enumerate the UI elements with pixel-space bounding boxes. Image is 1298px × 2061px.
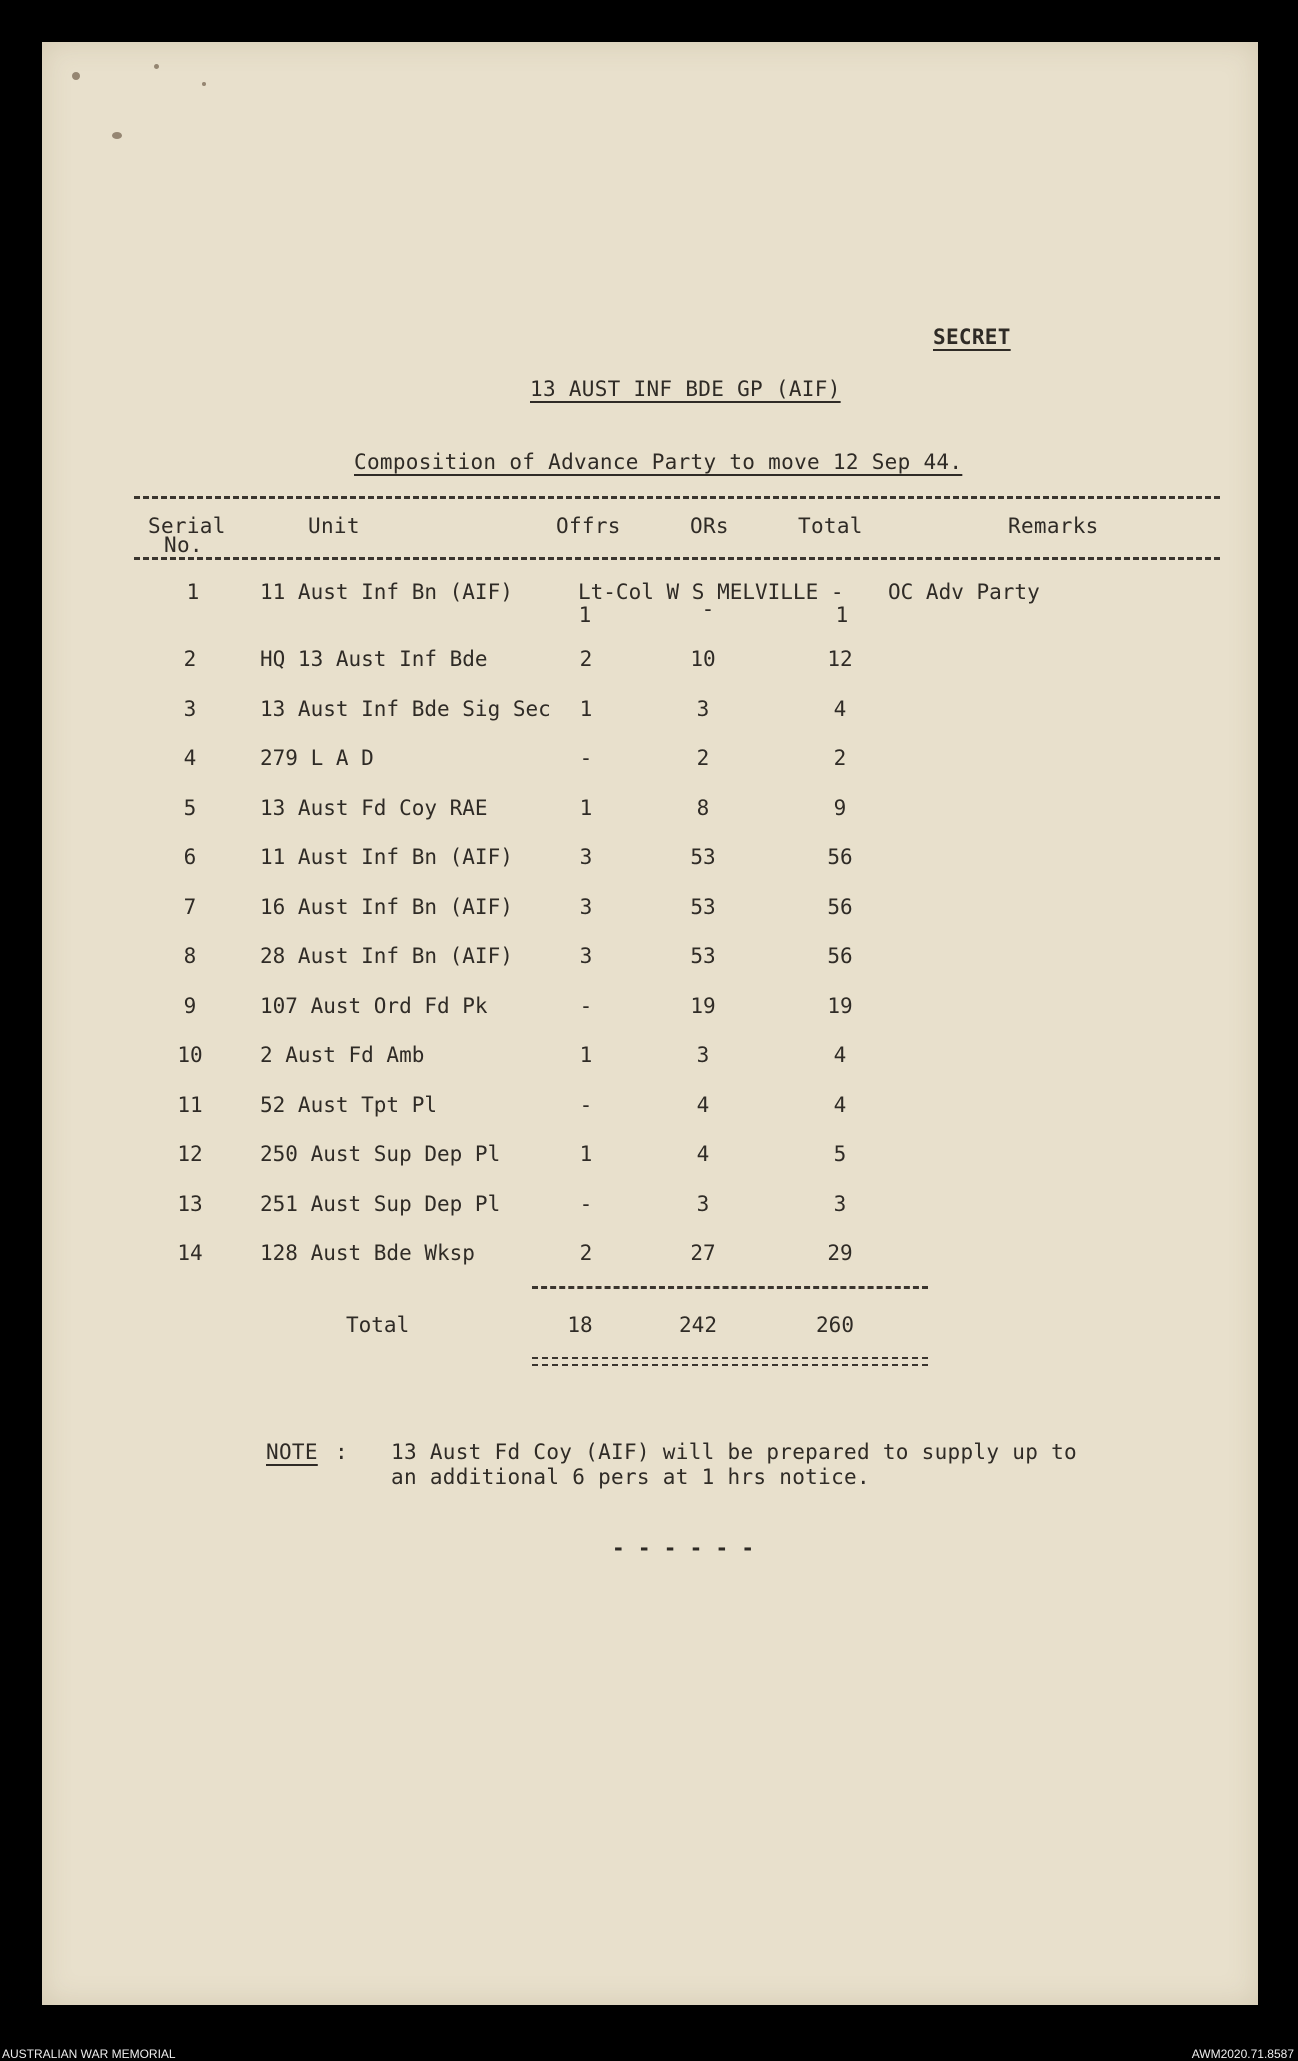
row-ors: 53	[690, 944, 716, 968]
table-row	[0, 994, 1298, 1024]
table-row	[0, 746, 1298, 776]
row-serial: 6	[183, 845, 197, 869]
totals-double-rule-top	[532, 1357, 928, 1359]
footer-archive-name: AUSTRALIAN WAR MEMORIAL	[2, 2047, 176, 2061]
table-row	[0, 845, 1298, 875]
row-ors: 8	[696, 796, 710, 820]
document-subtitle: Composition of Advance Party to move 12 Sep 44.	[354, 450, 963, 474]
row-total: 4	[833, 1093, 847, 1117]
row-unit: HQ 13 Aust Inf Bde	[260, 647, 488, 671]
row-unit: 279 L A D	[260, 746, 374, 770]
row-unit: 2 Aust Fd Amb	[260, 1043, 425, 1067]
row-ors: 53	[690, 895, 716, 919]
row-remarks: OC Adv Party	[888, 580, 1040, 604]
row-offrs: -	[579, 994, 593, 1018]
paper-stain	[72, 72, 80, 80]
table-row	[0, 647, 1298, 677]
table-row	[0, 697, 1298, 727]
row-total: 29	[827, 1241, 853, 1265]
row-unit: 28 Aust Inf Bn (AIF)	[260, 944, 513, 968]
table-row	[0, 1093, 1298, 1123]
table-row	[0, 1241, 1298, 1271]
unit-title: 13 AUST INF BDE GP (AIF)	[530, 377, 841, 401]
totals-double-rule-bottom	[532, 1364, 928, 1366]
column-offrs-header: Offrs	[556, 514, 621, 538]
row-offrs: 1	[579, 1142, 593, 1166]
row-total: 12	[827, 647, 853, 671]
row-unit: 11 Aust Inf Bn (AIF)	[260, 845, 513, 869]
row-total: 3	[833, 1192, 847, 1216]
totals-ors: 242	[679, 1313, 717, 1337]
row-serial: 13	[177, 1192, 203, 1216]
row-unit: 251 Aust Sup Dep Pl	[260, 1192, 501, 1216]
column-remarks-header: Remarks	[1008, 514, 1099, 538]
totals-rule	[532, 1286, 928, 1289]
row-unit: 52 Aust Tpt Pl	[260, 1093, 438, 1117]
table-row	[0, 796, 1298, 826]
row-unit: 13 Aust Inf Bde Sig Sec	[260, 697, 551, 721]
note-line-1: 13 Aust Fd Coy (AIF) will be prepared to supply up to	[391, 1440, 1077, 1464]
row-ors: 4	[696, 1142, 710, 1166]
row-offrs: 1	[579, 796, 593, 820]
paper-stain	[202, 82, 206, 86]
row-total: 9	[833, 796, 847, 820]
row-ors: 10	[690, 647, 716, 671]
row-serial: 1	[186, 580, 200, 604]
row-ors: 2	[696, 746, 710, 770]
row-offrs: 3	[579, 845, 593, 869]
column-total-header: Total	[798, 514, 863, 538]
row-offrs: 1	[579, 697, 593, 721]
totals-offrs: 18	[567, 1313, 593, 1337]
row-unit: 13 Aust Fd Coy RAE	[260, 796, 488, 820]
row-total: 56	[827, 895, 853, 919]
row-total: 2	[833, 746, 847, 770]
row-serial: 2	[183, 647, 197, 671]
row-ors: 53	[690, 845, 716, 869]
column-serial-header-line2: No.	[164, 533, 203, 557]
table-row	[0, 1142, 1298, 1172]
column-serial-header: Serial	[148, 514, 226, 538]
row-serial: 4	[183, 746, 197, 770]
row-commander-note: Lt-Col W S MELVILLE -	[578, 580, 844, 604]
table-row	[0, 1192, 1298, 1222]
row-ors: 27	[690, 1241, 716, 1265]
row-ors: 3	[696, 1043, 710, 1067]
table-row	[0, 1043, 1298, 1073]
footer-accession-number: AWM2020.71.8587	[1191, 2047, 1294, 2061]
row-offrs: -	[579, 1093, 593, 1117]
row-offrs: 3	[579, 895, 593, 919]
totals-label: Total	[346, 1313, 410, 1337]
paper-stain	[112, 132, 122, 139]
row-offrs: 2	[579, 647, 593, 671]
row-offrs: -	[579, 1192, 593, 1216]
row-offrs: 1	[579, 1043, 593, 1067]
row-total: 56	[827, 944, 853, 968]
row-offrs: 3	[579, 944, 593, 968]
column-ors-header: ORs	[690, 514, 729, 538]
row-serial: 12	[177, 1142, 203, 1166]
row-ors: -	[701, 597, 715, 621]
end-mark: - - - - - -	[612, 1536, 755, 1560]
row-unit: 107 Aust Ord Fd Pk	[260, 994, 488, 1018]
row-offrs: -	[579, 746, 593, 770]
row-ors: 3	[696, 1192, 710, 1216]
totals-total: 260	[816, 1313, 854, 1337]
table-top-rule	[134, 496, 1220, 499]
note-colon: :	[335, 1440, 348, 1464]
row-ors: 4	[696, 1093, 710, 1117]
row-total: 4	[833, 1043, 847, 1067]
table-row	[0, 944, 1298, 974]
row-serial: 7	[183, 895, 197, 919]
row-unit: 11 Aust Inf Bn (AIF)	[260, 580, 513, 604]
row-total: 5	[833, 1142, 847, 1166]
table-header-rule	[134, 557, 1220, 560]
row-total: 4	[833, 697, 847, 721]
row-offrs: 2	[579, 1241, 593, 1265]
paper-stain	[154, 64, 159, 69]
row-serial: 9	[183, 994, 197, 1018]
row-unit: 16 Aust Inf Bn (AIF)	[260, 895, 513, 919]
classification-marking: SECRET	[933, 325, 1011, 349]
row-serial: 11	[177, 1093, 203, 1117]
row-serial: 5	[183, 796, 197, 820]
row-ors: 3	[696, 697, 710, 721]
column-unit-header: Unit	[308, 514, 360, 538]
row-unit: 250 Aust Sup Dep Pl	[260, 1142, 501, 1166]
row-total: 56	[827, 845, 853, 869]
row-total: 19	[827, 994, 853, 1018]
row-ors: 19	[690, 994, 716, 1018]
row-serial: 3	[183, 697, 197, 721]
row-offrs: 1	[578, 603, 592, 627]
note-label: NOTE	[266, 1440, 318, 1464]
row-total: 1	[835, 603, 849, 627]
note-line-2: an additional 6 pers at 1 hrs notice.	[391, 1465, 870, 1489]
row-serial: 10	[177, 1043, 203, 1067]
table-row	[0, 895, 1298, 925]
row-serial: 8	[183, 944, 197, 968]
row-unit: 128 Aust Bde Wksp	[260, 1241, 475, 1265]
row-serial: 14	[177, 1241, 203, 1265]
